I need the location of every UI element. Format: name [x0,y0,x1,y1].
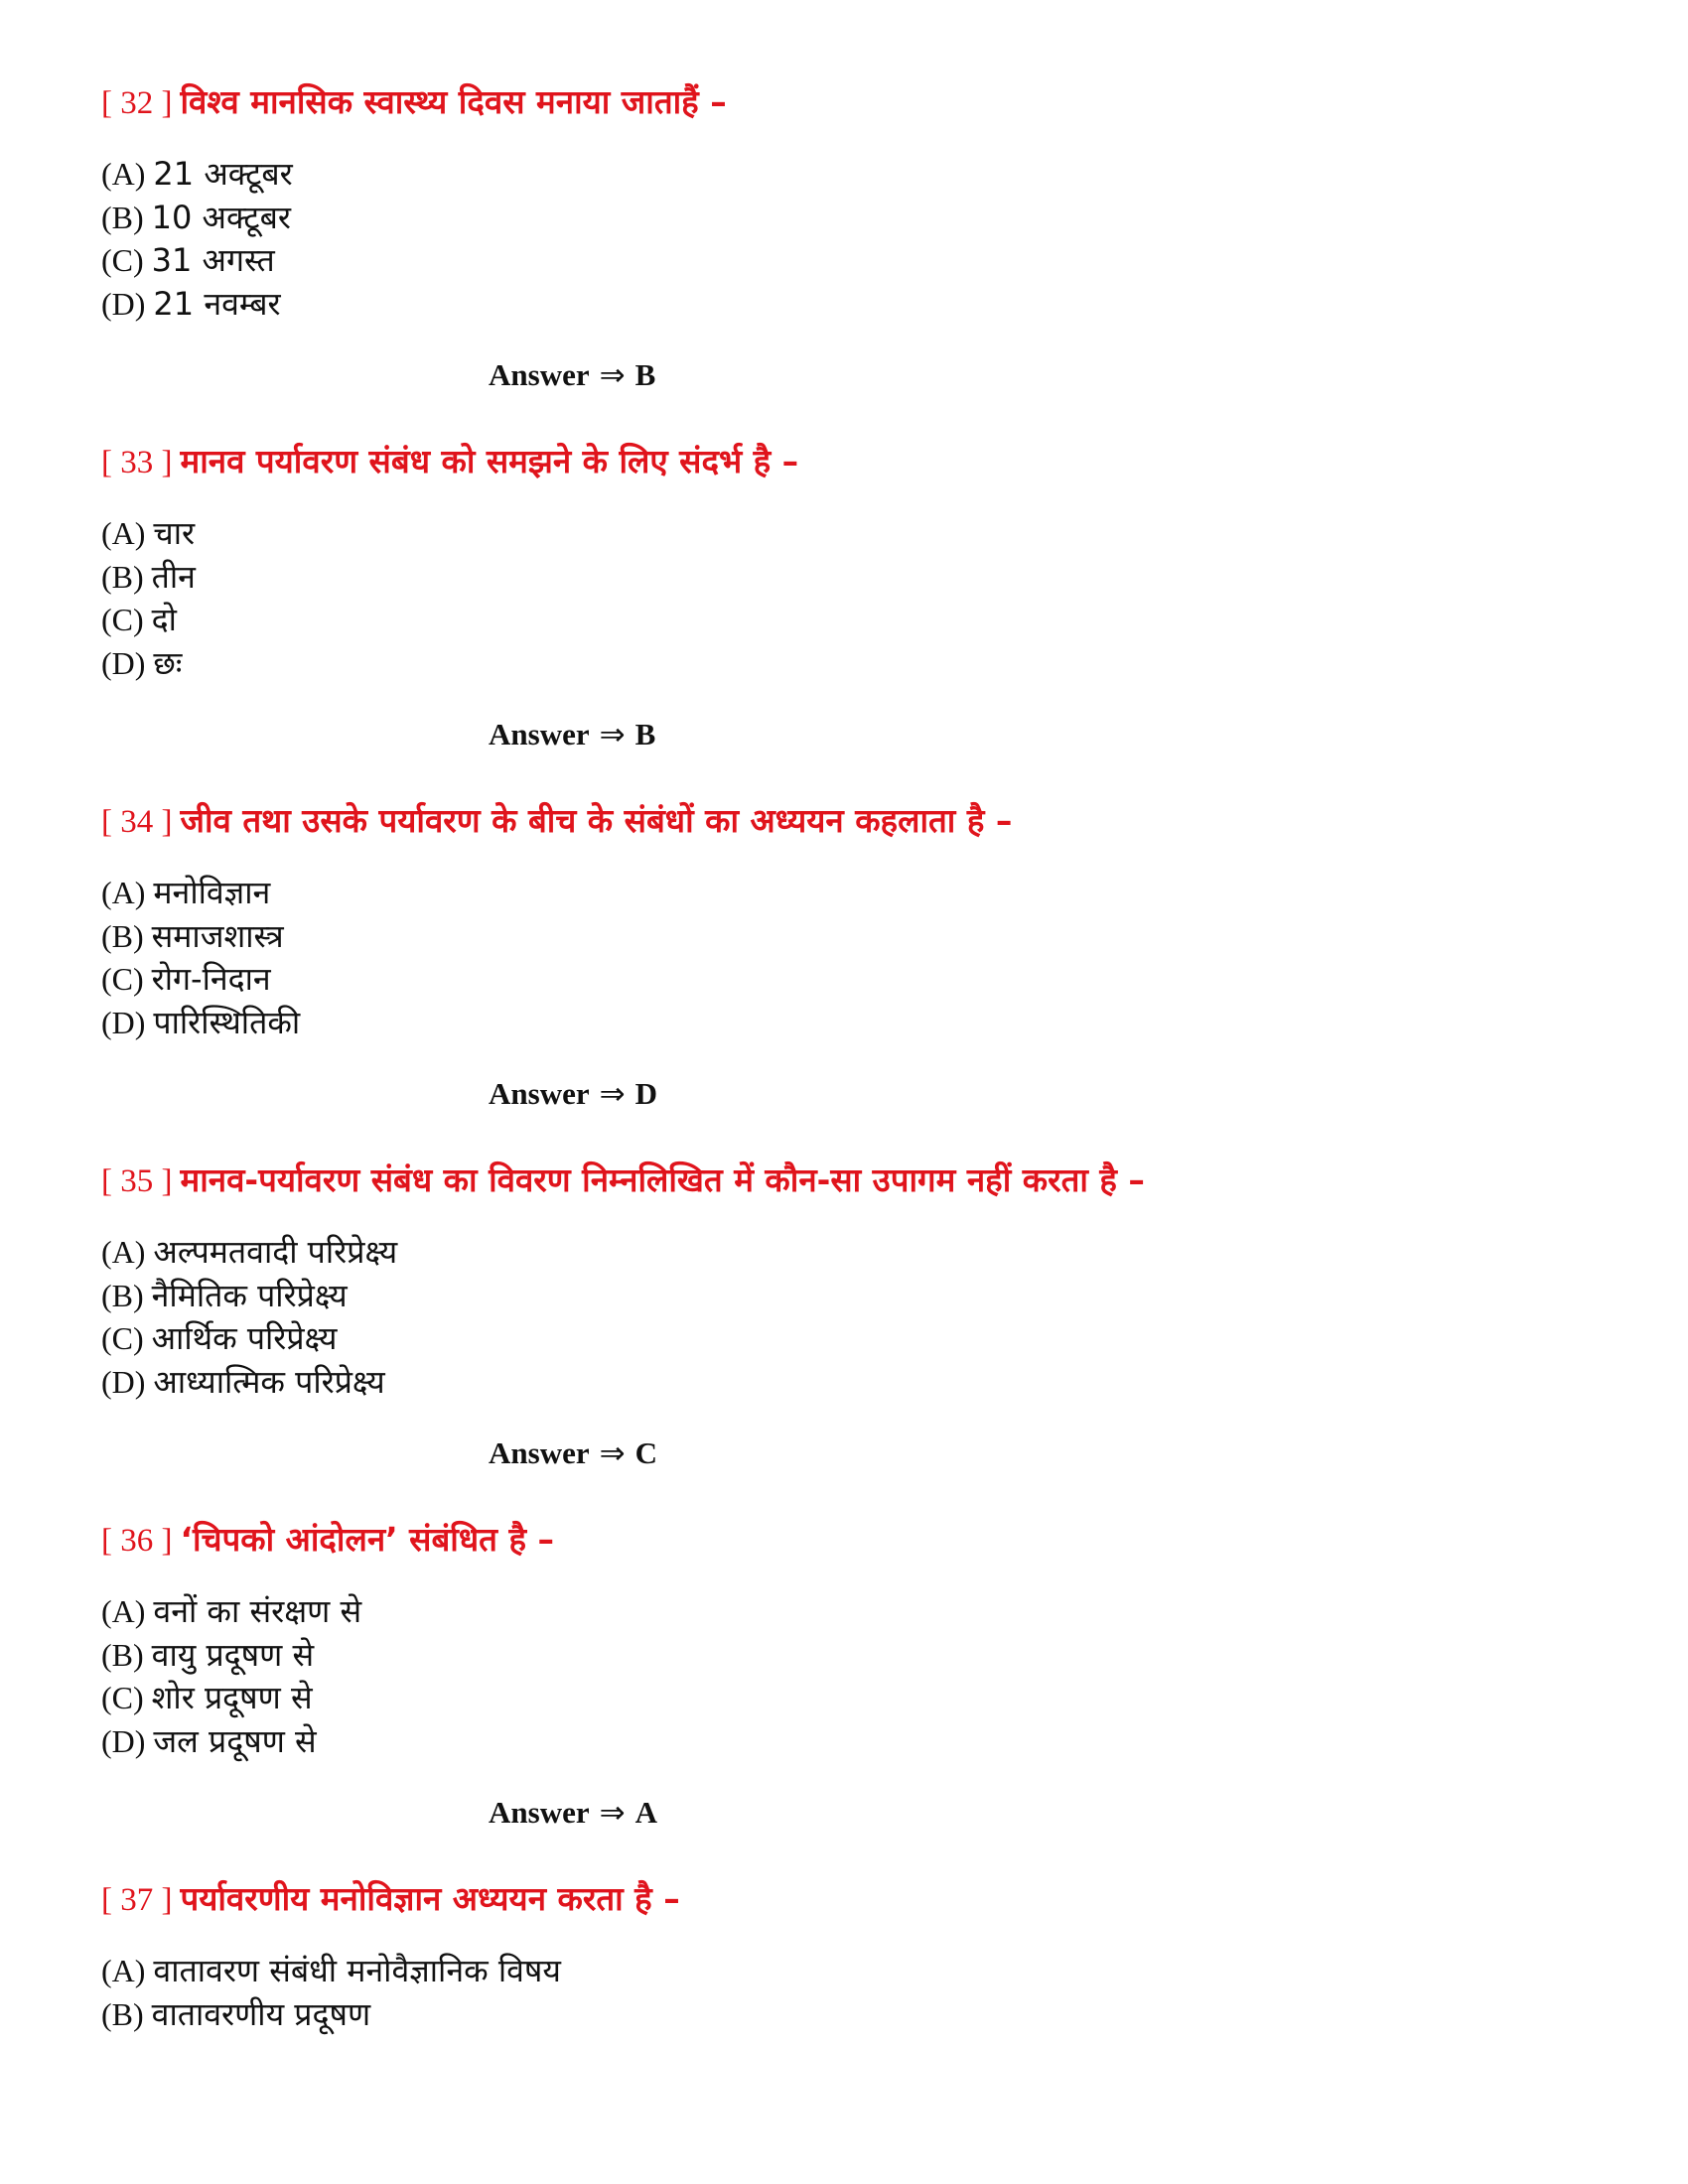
option-c [101,1677,1688,1720]
question-heading [101,1513,1688,1567]
answer-label: Answer [489,357,590,392]
answer-label: Answer [489,1076,590,1111]
option-d [101,1002,1688,1045]
option-letter: (A) [101,875,146,910]
option-letter: (B) [101,199,144,235]
answer-value: D [634,1076,657,1111]
option-letter: (D) [101,285,146,322]
option-letter: (D) [101,1004,146,1040]
options-list [101,872,1688,1044]
implies-arrow-icon: ⇒ [599,1435,626,1471]
option-b [101,556,1688,600]
option-text: वायु प्रदूषण से [151,1635,315,1674]
question-text: ‘चिपको आंदोलन’ संबंधित है – [180,1520,554,1559]
option-letter: (A) [101,1953,146,1988]
option-letter: (A) [101,515,146,551]
implies-arrow-icon: ⇒ [599,717,626,752]
option-d [101,1361,1688,1405]
question-number: [ 33 ] [101,445,173,480]
option-b [101,197,1688,240]
option-text: 21 नवम्बर [153,284,281,323]
question-number: [ 36 ] [101,1523,173,1559]
option-letter: (C) [101,961,144,997]
implies-arrow-icon: ⇒ [599,1795,626,1831]
implies-arrow-icon: ⇒ [599,1076,626,1112]
option-text: अल्पमतवादी परिप्रेक्ष्य [153,1233,398,1271]
answer-label: Answer [489,717,590,751]
option-letter: (C) [101,602,144,637]
answer-value: B [634,357,656,392]
question-text: पर्यावरणीय मनोविज्ञान अध्ययन करता है – [180,1879,680,1918]
question-33 [101,435,1688,754]
question-heading [101,75,1688,129]
option-a [101,872,1688,915]
question-heading [101,435,1688,488]
question-35 [101,1154,1688,1473]
option-letter: (C) [101,1680,144,1715]
options-list [101,153,1688,326]
option-letter: (A) [101,1234,146,1270]
option-text: मनोविज्ञान [153,874,271,911]
option-a [101,1590,1688,1634]
option-letter: (D) [101,644,146,681]
option-letter: (C) [101,1320,144,1356]
option-b [101,1634,1688,1678]
option-d [101,1720,1688,1764]
question-37 [101,1872,1688,2036]
option-b [101,1275,1688,1318]
option-c [101,599,1688,642]
question-number: [ 37 ] [101,1882,173,1918]
answer-line [101,1793,1688,1833]
option-text: रोग-निदान [151,960,271,998]
option-a [101,1231,1688,1275]
answer-line [101,715,1688,754]
option-text: वातावरण संबंधी मनोवैज्ञानिक विषय [153,1952,561,1989]
option-d [101,283,1688,327]
option-text: वातावरणीय प्रदूषण [151,1994,371,2033]
option-letter: (B) [101,1636,144,1673]
implies-arrow-icon: ⇒ [599,357,626,393]
option-letter: (D) [101,1722,146,1759]
option-text: जल प्रदूषण से [153,1721,317,1760]
answer-label: Answer [489,1435,590,1470]
option-a [101,512,1688,556]
option-text: नैमितिक परिप्रेक्ष्य [151,1276,348,1314]
option-text: आध्यात्मिक परिप्रेक्ष्य [153,1362,385,1401]
option-d [101,642,1688,686]
option-text: 10 अक्टूबर [151,198,291,236]
answer-line [101,1074,1688,1114]
option-letter: (B) [101,1995,144,2032]
option-text: शोर प्रदूषण से [151,1679,313,1716]
question-heading [101,1872,1688,1926]
option-letter: (A) [101,156,146,192]
question-number: [ 32 ] [101,85,173,121]
answer-value: B [634,717,656,751]
options-list [101,512,1688,685]
option-a [101,1950,1688,1993]
option-b [101,1993,1688,2037]
option-text: 21 अक्टूबर [153,155,293,193]
option-text: समाजशास्त्र [151,916,284,955]
option-c [101,239,1688,283]
answer-value: A [634,1795,657,1830]
option-letter: (D) [101,1363,146,1400]
question-text: विश्व मानसिक स्वास्थ्य दिवस मनाया जाताहैं – [180,82,727,121]
option-text: छः [153,643,183,682]
options-list [101,1590,1688,1763]
option-text: वनों का संरक्षण से [153,1592,362,1630]
option-text: दो [151,601,177,638]
answer-line [101,355,1688,395]
question-text: मानव पर्यावरण संबंध को समझने के लिए संदर्भ है – [180,442,799,480]
option-letter: (B) [101,558,144,595]
question-32 [101,75,1688,395]
answer-value: C [634,1435,657,1470]
question-text: जीव तथा उसके पर्यावरण के बीच के संबंधों का अध्ययन कहलाता है – [180,801,1013,840]
option-letter: (C) [101,242,144,278]
option-text: पारिस्थितिकी [153,1003,301,1041]
option-c [101,1317,1688,1361]
answer-line [101,1433,1688,1473]
option-text: तीन [151,557,196,596]
option-text: 31 अगस्त [151,241,275,279]
option-letter: (A) [101,1593,146,1629]
options-list [101,1231,1688,1404]
options-list [101,1950,1688,2036]
question-heading [101,1154,1688,1207]
option-c [101,958,1688,1002]
option-a [101,153,1688,197]
option-b [101,915,1688,959]
answer-label: Answer [489,1795,590,1830]
option-text: आर्थिक परिप्रेक्ष्य [151,1319,338,1357]
option-text: चार [153,514,196,552]
question-number: [ 35 ] [101,1163,173,1199]
question-heading [101,794,1688,848]
question-text: मानव-पर्यावरण संबंध का विवरण निम्नलिखित में कौन-सा उपागम नहीं करता है – [180,1160,1145,1199]
question-36 [101,1513,1688,1833]
option-letter: (B) [101,1277,144,1313]
option-letter: (B) [101,917,144,954]
question-34 [101,794,1688,1114]
question-number: [ 34 ] [101,804,173,840]
